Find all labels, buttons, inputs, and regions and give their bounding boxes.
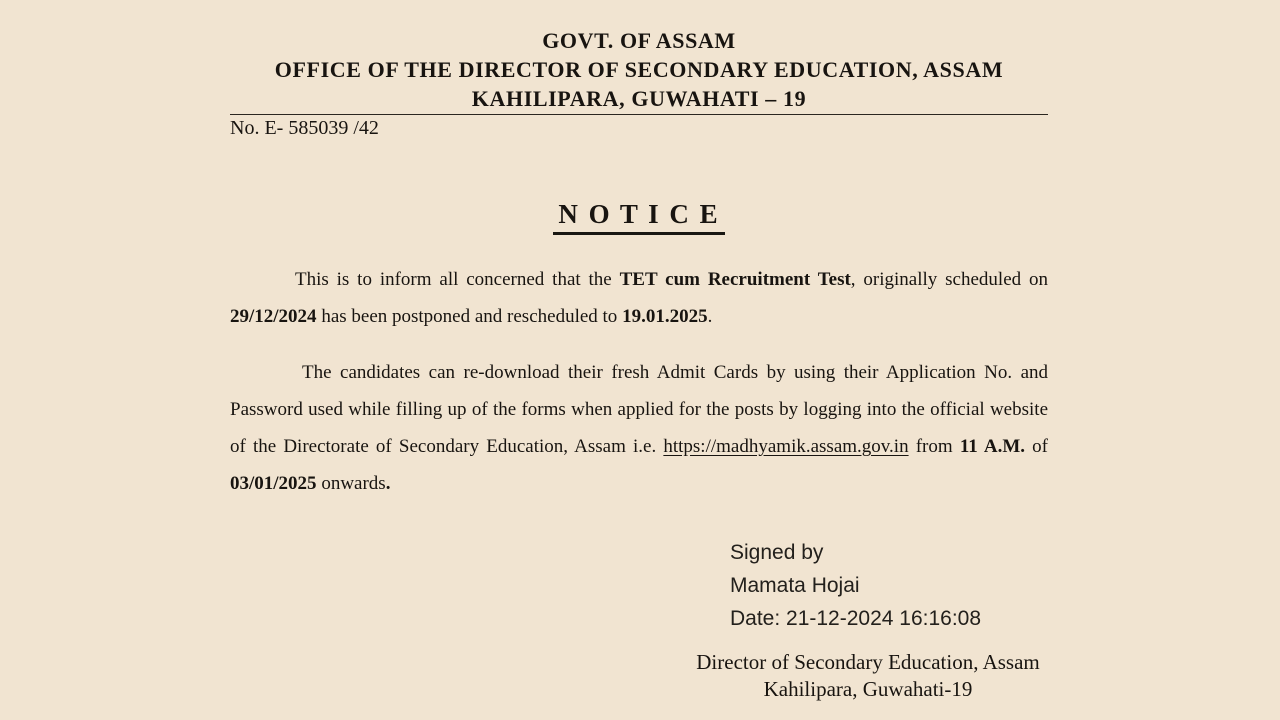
test-name: TET cum Recruitment Test — [619, 269, 851, 290]
text-segment: , originally scheduled on — [850, 269, 1048, 290]
text-segment: The candidates can re-download their fresh Admit Cards by using their Application No. and Password used while filling up of the forms when applied for the posts by logging into the official website of the Directorate of Secondary Education, Assam i.e. — [230, 362, 1048, 457]
notice-title-wrap — [230, 199, 1048, 235]
text-segment: . — [385, 473, 391, 494]
notice-paragraph-2 — [230, 354, 1048, 502]
office-name: OFFICE OF THE DIRECTOR OF SECONDARY EDUCATION, ASSAM — [274, 57, 1004, 82]
office-address: KAHILIPARA, GUWAHATI – 19 — [471, 86, 807, 111]
reference-number: No. E- 585039 /42 — [230, 117, 379, 139]
digital-signature-block — [730, 536, 1048, 635]
letterhead — [230, 0, 1048, 113]
govt-name: GOVT. OF ASSAM — [542, 28, 736, 53]
notice-page — [230, 0, 1048, 703]
notice-title: N O T I C E — [553, 199, 724, 235]
signature-date: Date: 21-12-2024 16:16:08 — [730, 607, 982, 630]
signatory-block — [688, 649, 1048, 703]
download-start-date: 03/01/2025 — [230, 473, 317, 494]
signed-by-label: Signed by — [730, 541, 824, 564]
download-time: 11 A.M. — [959, 436, 1026, 457]
digital-signatory-name: Mamata Hojai — [730, 574, 860, 597]
signatory-title: Director of Secondary Education, Assam — [696, 650, 1040, 674]
rescheduled-exam-date: 19.01.2025 — [622, 306, 708, 327]
notice-paragraph-1 — [230, 261, 1048, 335]
text-segment: This is to inform all concerned that the — [295, 269, 620, 290]
text-segment: . — [707, 306, 713, 327]
text-segment: onwards — [316, 473, 386, 494]
text-segment: has been postponed and rescheduled to — [316, 306, 623, 327]
text-segment: from — [908, 436, 960, 457]
original-exam-date: 29/12/2024 — [230, 306, 317, 327]
signatory-address: Kahilipara, Guwahati-19 — [763, 677, 973, 701]
website-link[interactable]: https://madhyamik.assam.gov.in — [663, 436, 909, 457]
text-segment: of — [1025, 436, 1049, 457]
